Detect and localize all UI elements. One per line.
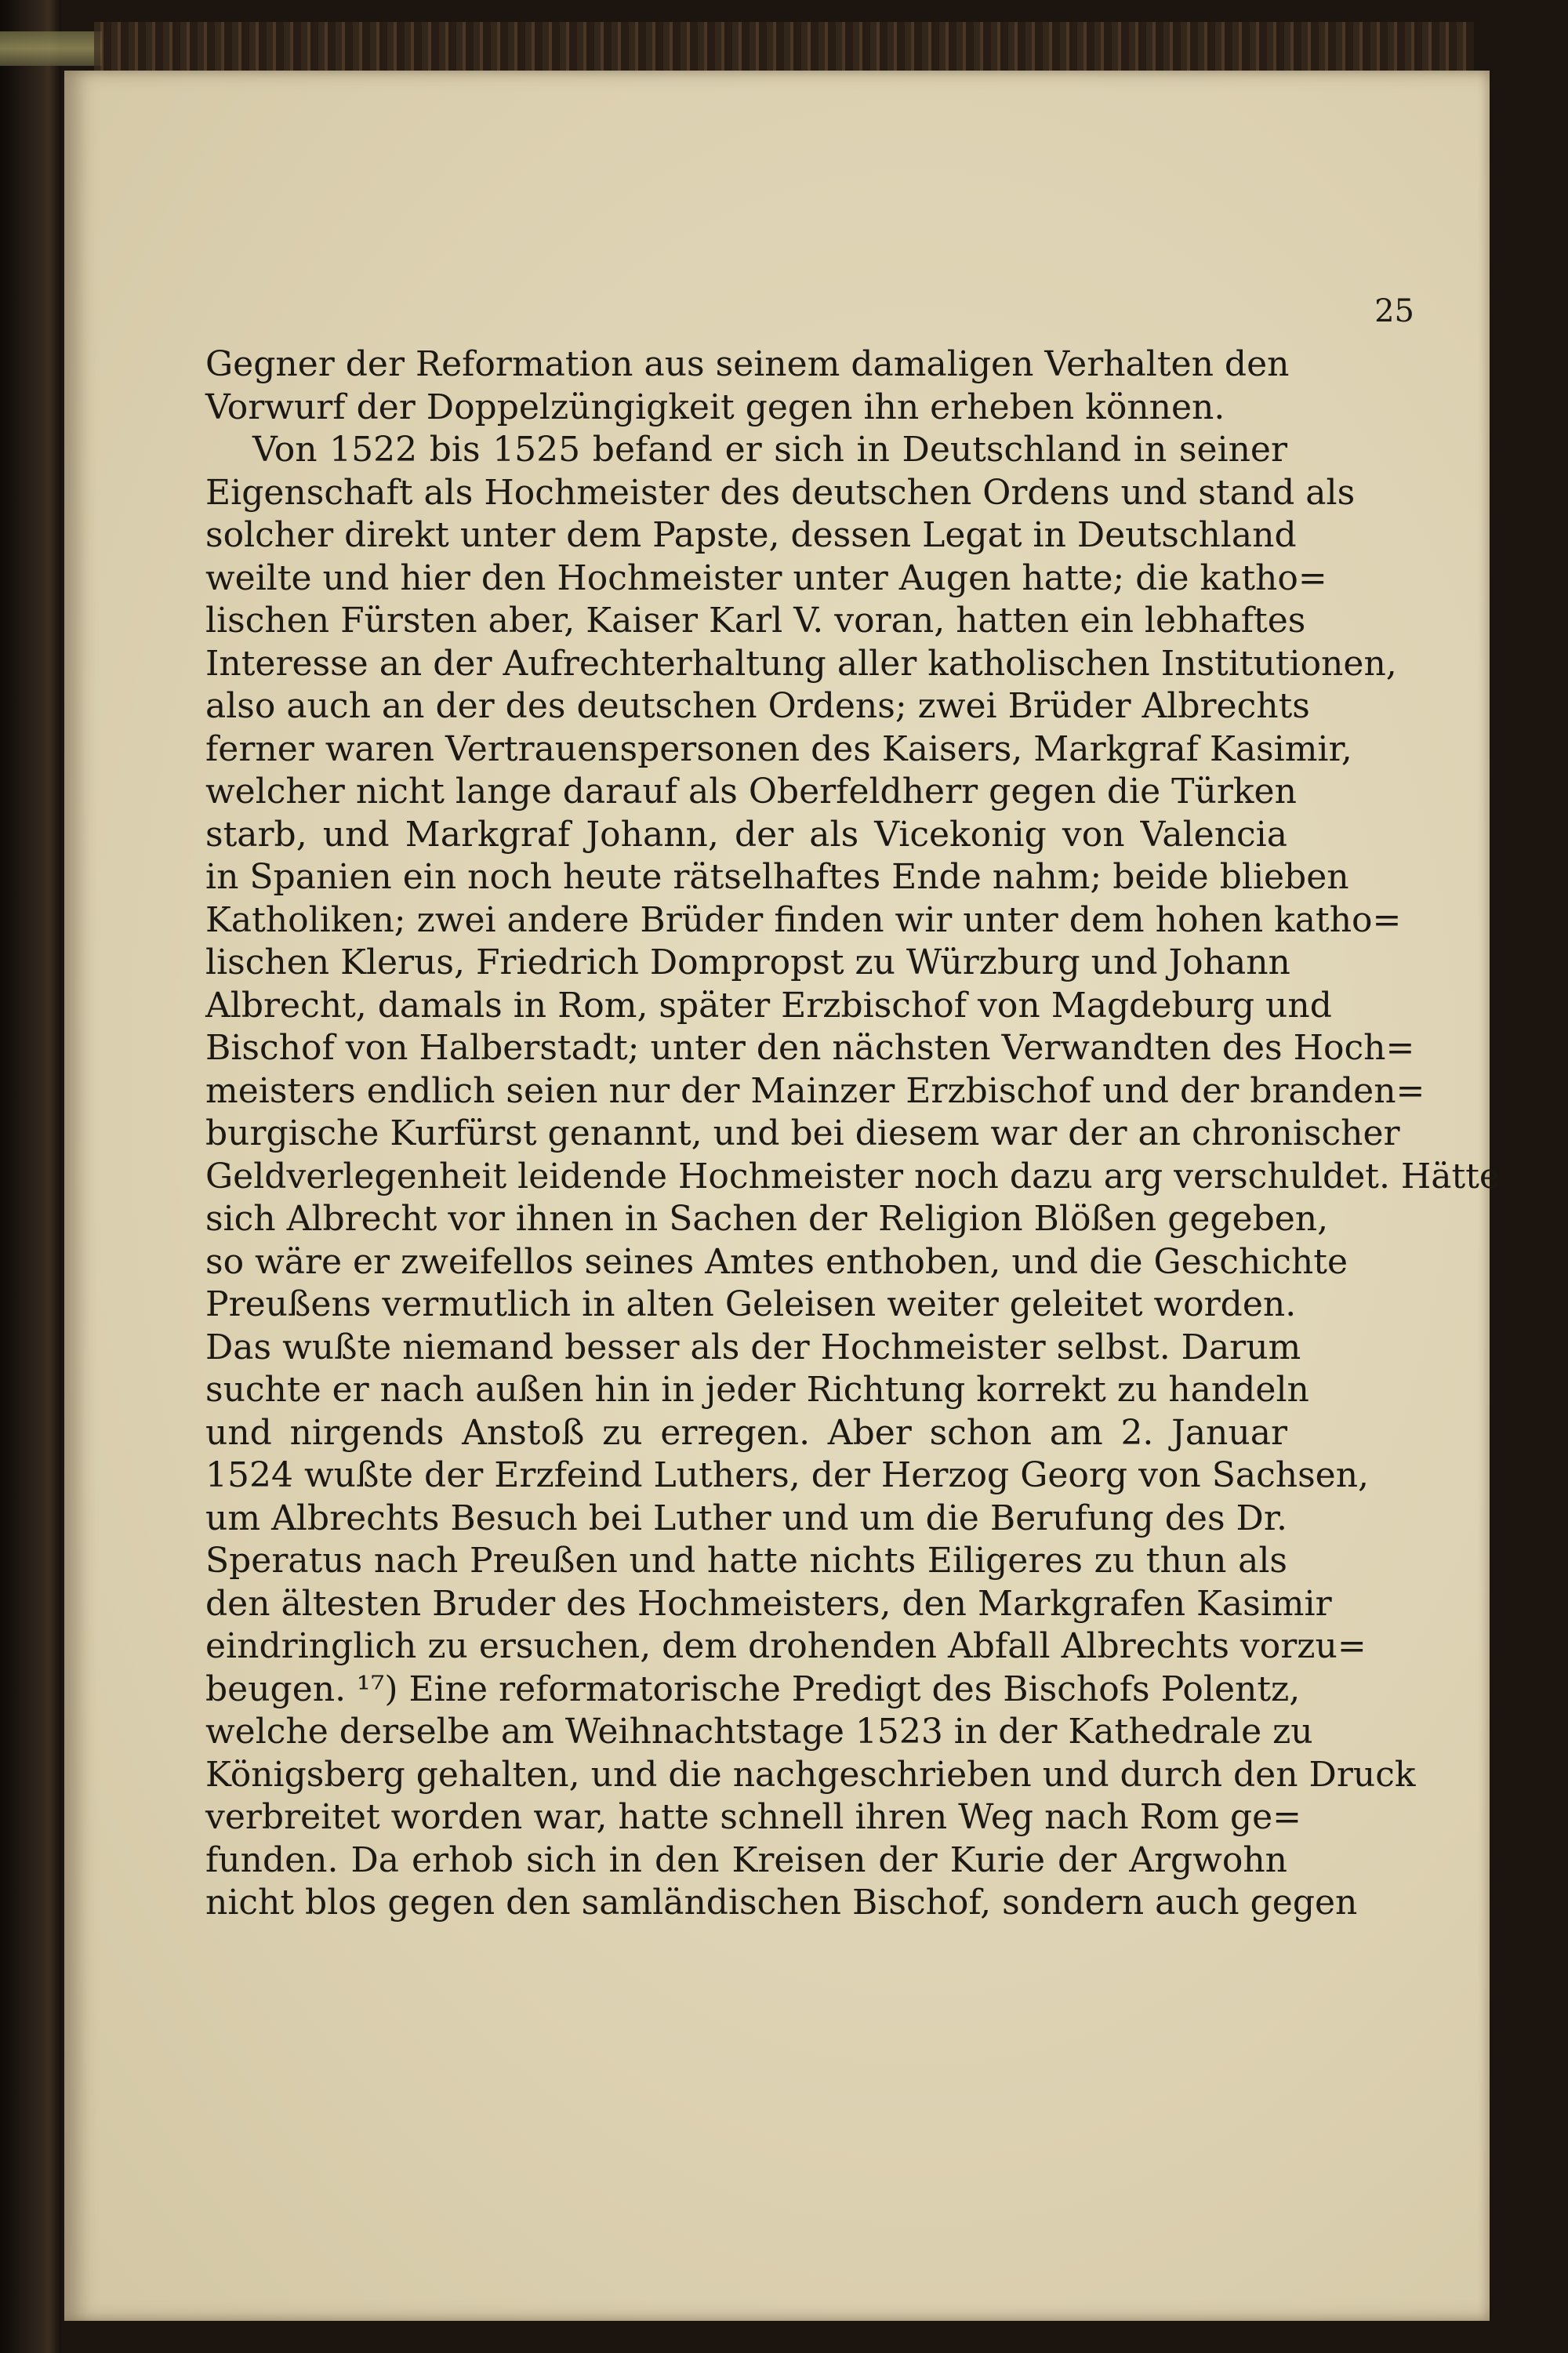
page-number: 25: [1374, 293, 1414, 329]
text-line: Von 1522 bis 1525 befand er sich in Deutschland in seiner: [252, 430, 1287, 470]
text-line: und nirgends Anstoß zu erregen. Aber schon am 2. Januar: [205, 1412, 1287, 1453]
text-line: um Albrechts Besuch bei Luther und um die Berufung des Dr.: [205, 1498, 1287, 1538]
text-line: suchte er nach außen hin in jeder Richtung korrekt zu handeln: [205, 1370, 1309, 1410]
text-line: Bischof von Halberstadt; unter den nächsten Verwandten des Hoch=: [205, 1028, 1415, 1068]
text-line: Eigenschaft als Hochmeister des deutschen Ordens und stand als: [205, 472, 1356, 513]
text-line: weilte und hier den Hochmeister unter Augen hatte; die katho=: [205, 557, 1327, 598]
text-line: verbreitet worden war, hatte schnell ihren Weg nach Rom ge=: [205, 1797, 1302, 1837]
text-line: Gegner der Reformation aus seinem damaligen Verhalten den: [205, 344, 1290, 384]
text-line: lischen Klerus, Friedrich Dompropst zu Würzburg und Johann: [205, 942, 1290, 982]
text-line: Geldverlegenheit leidende Hochmeister noch dazu arg verschuldet. Hätte: [205, 1156, 1500, 1196]
text-line: Vorwurf der Doppelzüngigkeit gegen ihn erheben können.: [205, 387, 1225, 427]
text-line: meisters endlich seien nur der Mainzer Erzbischof und der branden=: [205, 1070, 1425, 1111]
text-line: funden. Da erhob sich in den Kreisen der Kurie der Argwohn: [205, 1839, 1287, 1880]
text-line: Albrecht, damals in Rom, später Erzbischof von Magdeburg und: [205, 985, 1332, 1026]
text-line: beugen. ¹⁷) Eine reformatorische Predigt des Bischofs Polentz,: [205, 1669, 1301, 1709]
book-spine: [0, 0, 61, 2353]
text-line: in Spanien ein noch heute rätselhaftes Ende nahm; beide blieben: [205, 857, 1349, 897]
text-line: den ältesten Bruder des Hochmeisters, den Markgrafen Kasimir: [205, 1583, 1332, 1624]
text-line: Königsberg gehalten, und die nachgeschrieben und durch den Druck: [205, 1754, 1416, 1795]
text-line: sich Albrecht vor ihnen in Sachen der Religion Blößen gegeben,: [205, 1199, 1329, 1239]
text-line: welcher nicht lange darauf als Oberfeldherr gegen die Türken: [205, 772, 1297, 812]
text-line: Preußens vermutlich in alten Geleisen weiter geleitet worden.: [205, 1284, 1297, 1324]
text-line: burgische Kurfürst genannt, und bei diesem war der an chronischer: [205, 1113, 1400, 1153]
text-line: Interesse an der Aufrechterhaltung aller katholischen Institutionen,: [205, 643, 1397, 684]
text-line: eindringlich zu ersuchen, dem drohenden Abfall Albrechts vorzu=: [205, 1626, 1367, 1666]
text-line: also auch an der des deutschen Ordens; zwei Brüder Albrechts: [205, 686, 1310, 726]
spine-binding-band: [0, 31, 102, 66]
text-line: Das wußte niemand besser als der Hochmeister selbst. Darum: [205, 1327, 1301, 1367]
text-line: welche derselbe am Weihnachtstage 1523 in der Kathedrale zu: [205, 1712, 1313, 1752]
text-line: 1524 wußte der Erzfeind Luthers, der Herzog Georg von Sachsen,: [205, 1455, 1370, 1495]
text-line: lischen Fürsten aber, Kaiser Karl V. voran, hatten ein lebhaftes: [205, 601, 1306, 641]
text-line: Speratus nach Preußen und hatte nichts Eiligeres zu thun als: [205, 1541, 1287, 1581]
book-edge-decoration: [94, 22, 1474, 71]
body-text: [205, 343, 1500, 1925]
book-page: [64, 71, 1500, 2321]
text-line: nicht blos gegen den samländischen Bischof, sondern auch gegen: [205, 1883, 1358, 1923]
text-line: solcher direkt unter dem Papste, dessen Legat in Deutschland: [205, 515, 1297, 555]
text-line: Katholiken; zwei andere Brüder finden wir unter dem hohen katho=: [205, 899, 1402, 940]
text-line: so wäre er zweifellos seines Amtes enthoben, und die Geschichte: [205, 1241, 1348, 1282]
text-line: ferner waren Vertrauenspersonen des Kaisers, Markgraf Kasimir,: [205, 728, 1352, 769]
text-line: starb, und Markgraf Johann, der als Vicekonig von Valencia: [205, 814, 1287, 855]
